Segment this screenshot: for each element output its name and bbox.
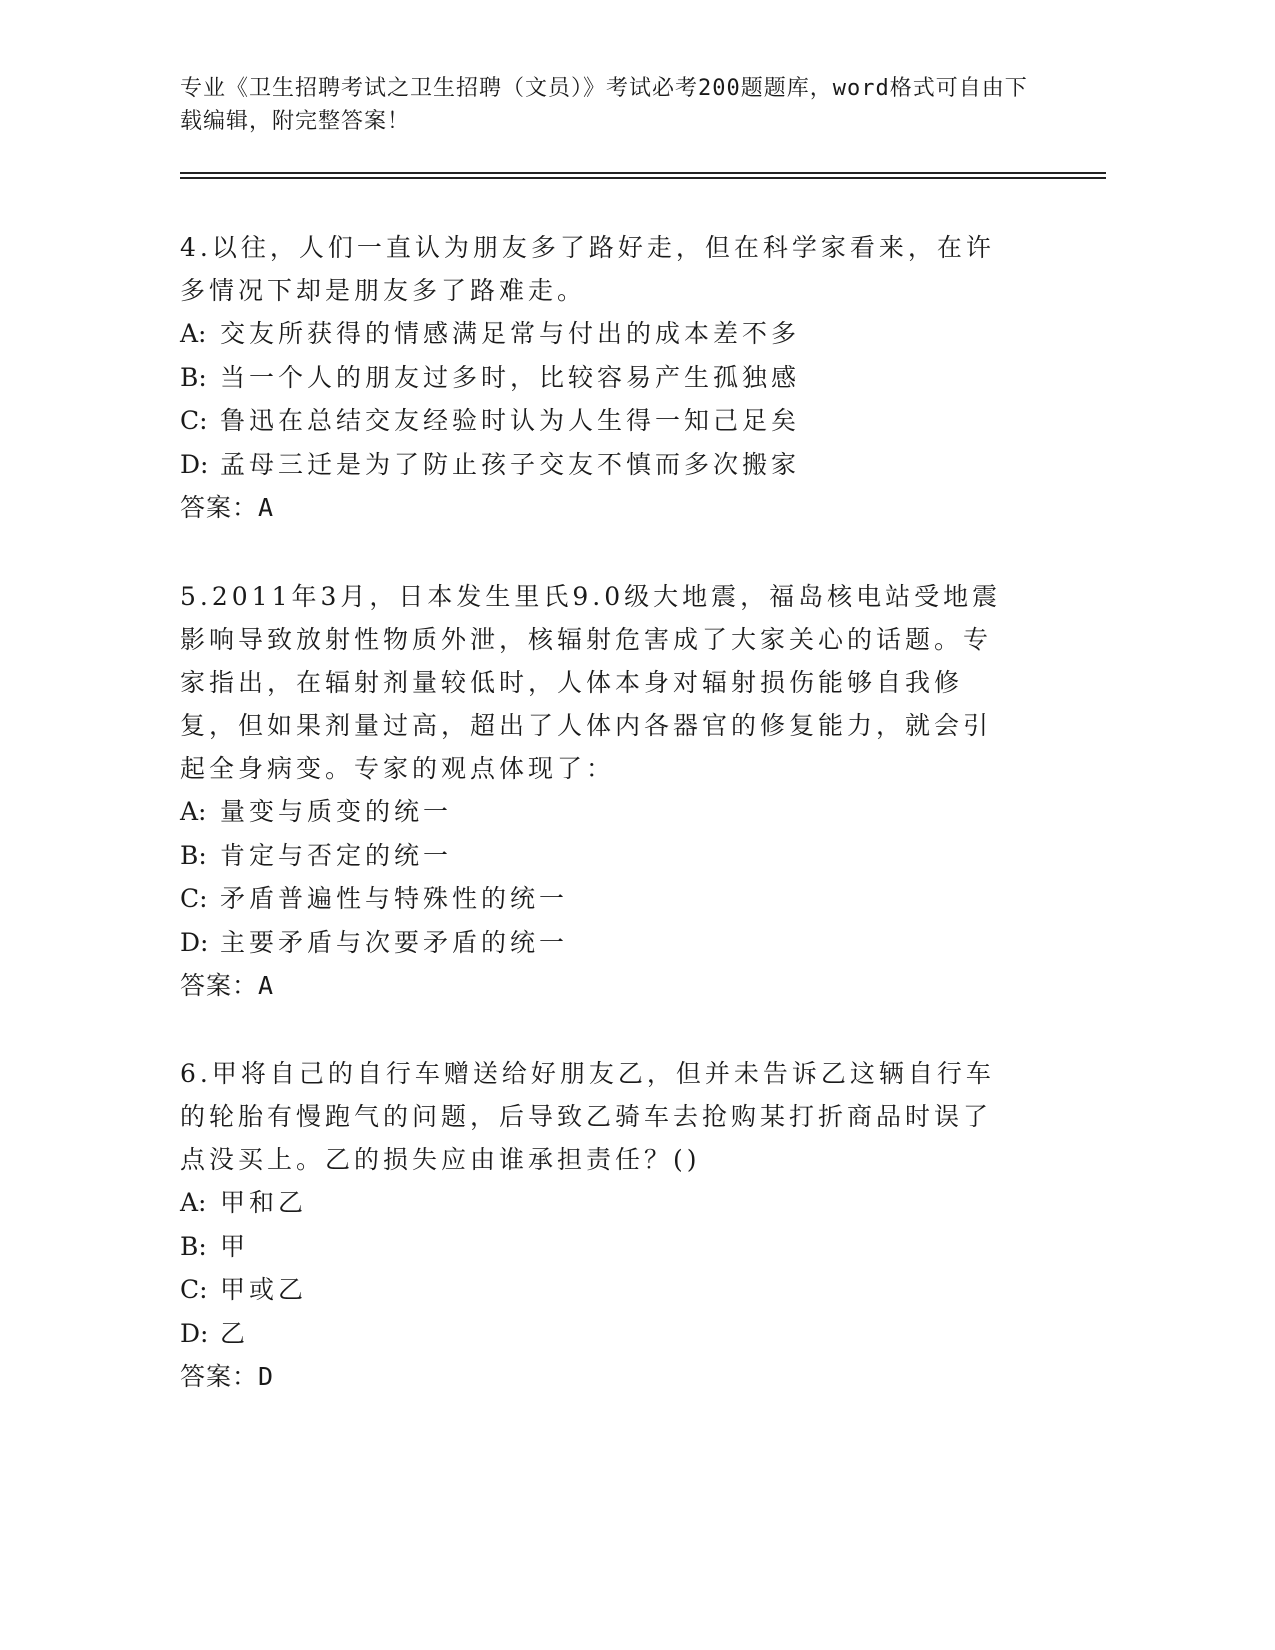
option-key: B:	[180, 840, 207, 870]
option-text: 鲁迅在总结交友经验时认为人生得一知己足矣	[220, 406, 801, 435]
option-key: D:	[180, 927, 209, 957]
header-divider-bottom	[180, 177, 1106, 179]
document-header: 专业《卫生招聘考试之卫生招聘（文员）》考试必考200题题库，word格式可自由下载编辑，附完整答案！	[180, 76, 1028, 134]
answer-line: 答案：A	[180, 971, 275, 1000]
option-key: B:	[180, 1231, 207, 1261]
option-key: D:	[180, 449, 209, 479]
option-text: 肯定与否定的统一	[220, 840, 453, 870]
option-text: 量变与质变的统一	[220, 797, 453, 826]
option-c	[180, 399, 1020, 443]
option-text: 甲和乙	[220, 1188, 308, 1217]
option-a	[180, 312, 1020, 356]
header-divider-top	[180, 172, 1106, 174]
option-text: 甲	[220, 1231, 250, 1261]
answer-line: 答案：A	[180, 493, 275, 522]
question-4	[180, 226, 1020, 530]
question-6	[180, 1052, 1020, 1399]
option-b	[180, 834, 1020, 878]
option-key: B:	[180, 362, 207, 392]
option-key: C:	[180, 406, 208, 435]
question-5	[180, 575, 1020, 1008]
option-key: A:	[180, 319, 207, 348]
option-c	[180, 1268, 1020, 1312]
option-text: 孟母三迁是为了防止孩子交友不慎而多次搬家	[220, 449, 801, 479]
option-text: 主要矛盾与次要矛盾的统一	[220, 927, 569, 957]
option-key: D:	[180, 1318, 209, 1348]
option-text: 交友所获得的情感满足常与付出的成本差不多	[220, 319, 801, 348]
option-text: 甲或乙	[220, 1275, 308, 1304]
answer-line: 答案：D	[180, 1362, 275, 1391]
option-key: A:	[180, 797, 207, 826]
question-stem: 5.2011年3月，日本发生里氏9.0级大地震，福岛核电站受地震影响导致放射性物质外泄，核辐射危害成了大家关心的话题。专家指出，在辐射剂量较低时，人体本身对辐射损伤能够自我修复，但如果剂量过高，超出了人体内各器官的修复能力，就会引起全身病变。专家的观点体现了：	[180, 582, 1002, 783]
question-stem: 4.以往，人们一直认为朋友多了路好走，但在科学家看来，在许多情况下却是朋友多了路难走。	[180, 233, 995, 305]
option-a	[180, 1181, 1020, 1225]
option-b	[180, 356, 1020, 400]
option-key: C:	[180, 1275, 208, 1304]
option-c	[180, 877, 1020, 921]
option-key: C:	[180, 884, 208, 913]
option-b	[180, 1225, 1020, 1269]
option-d	[180, 443, 1020, 487]
option-d	[180, 921, 1020, 965]
option-d	[180, 1312, 1020, 1356]
option-a	[180, 790, 1020, 834]
option-key: A:	[180, 1188, 207, 1217]
question-stem: 6.甲将自己的自行车赠送给好朋友乙，但并未告诉乙这辆自行车的轮胎有慢跑气的问题，后导致乙骑车去抢购某打折商品时误了点没买上。乙的损失应由谁承担责任？()	[180, 1059, 995, 1174]
option-text: 矛盾普遍性与特殊性的统一	[220, 884, 569, 913]
option-text: 乙	[220, 1318, 250, 1348]
option-text: 当一个人的朋友过多时，比较容易产生孤独感	[220, 362, 801, 392]
